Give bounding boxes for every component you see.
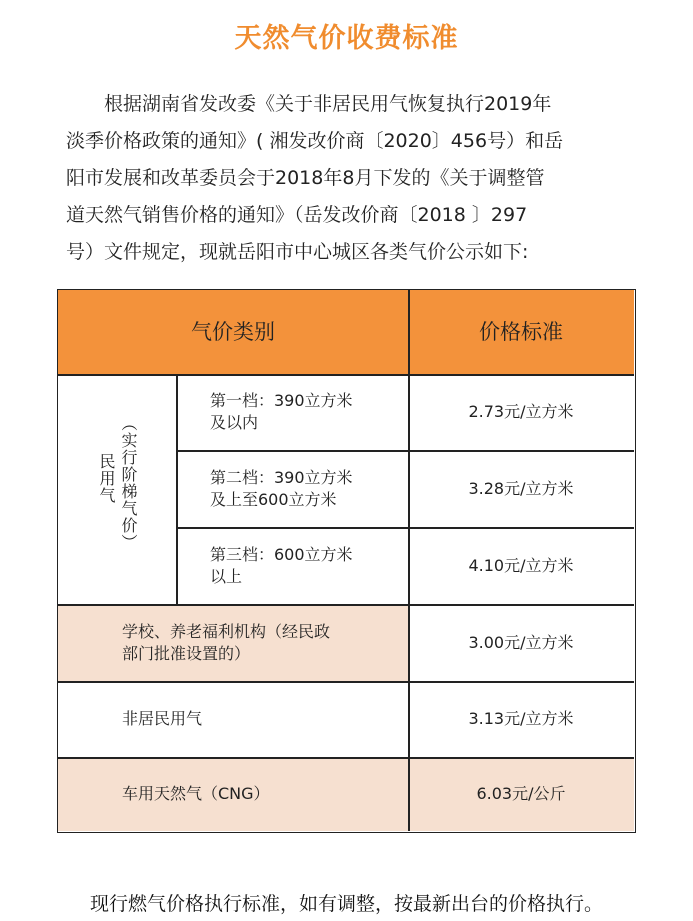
table-row-tier-3 (176, 527, 408, 604)
row-label: 部门批准设置的） (122, 643, 251, 663)
row-label: 学校、养老福利机构（经民政 (122, 621, 331, 641)
row-price: 3.00元/立方米 (468, 632, 574, 652)
header-price: 价格标准 (479, 320, 563, 344)
tier-price: 2.73元/立方米 (468, 402, 574, 421)
tier-label: 第三档：600立方米 (210, 544, 353, 564)
grid-line (176, 450, 634, 452)
tier-label: 以上 (210, 566, 243, 586)
tier-price: 3.28元/立方米 (468, 478, 574, 498)
row-price: 3.13元/立方米 (468, 709, 574, 728)
tier-label: 及以内 (210, 413, 259, 432)
intro-line: 阳市发展和改革委员会于2018年8月下发的《关于调整管 (66, 167, 545, 189)
table-row-nonresidential (58, 681, 408, 757)
row-label: 非居民用气 (122, 709, 203, 728)
tier-price: 4.10元/立方米 (468, 555, 574, 575)
tier-label: 及上至600立方米 (210, 489, 337, 509)
intro-line: 号）文件规定，现就岳阳市中心城区各类气价公示如下: (66, 241, 529, 263)
grid-line (58, 757, 634, 759)
row-price: 6.03元/公斤 (476, 784, 566, 803)
header-category: 气价类别 (191, 320, 275, 344)
intro-line: 根据湖南省发改委《关于非居民用气恢复执行2019年 (104, 93, 552, 115)
tier-label: 第二档：390立方米 (210, 467, 353, 487)
grid-line (176, 527, 634, 529)
footer-note: 现行燃气价格执行标准，如有调整，按最新出台的价格执行。 (89, 893, 603, 915)
grid-line (58, 681, 634, 683)
grid-line (176, 374, 178, 604)
intro-paragraph (66, 86, 636, 271)
table-row-school (58, 604, 408, 681)
table-row-cng (58, 757, 408, 831)
intro-line: 淡季价格政策的通知》( 湘发改价商〔2020〕456号）和岳 (66, 130, 564, 152)
grid-line (58, 604, 634, 606)
residential-label-note: （实行阶梯气价） (119, 415, 138, 551)
residential-label-main: 民用气 (97, 453, 116, 504)
grid-line (58, 374, 634, 376)
table-row-tier-1 (176, 374, 408, 450)
page-title: 天然气价收费标准 (234, 23, 459, 54)
intro-line: 道天然气销售价格的通知》（岳发改价商〔2018 〕297 (66, 204, 528, 226)
price-table (57, 289, 636, 833)
table-row-tier-2 (176, 450, 408, 527)
residential-label (58, 374, 176, 604)
grid-line (408, 290, 410, 831)
row-label: 车用天然气（CNG） (122, 784, 270, 803)
tier-label: 第一档：390立方米 (210, 391, 353, 410)
